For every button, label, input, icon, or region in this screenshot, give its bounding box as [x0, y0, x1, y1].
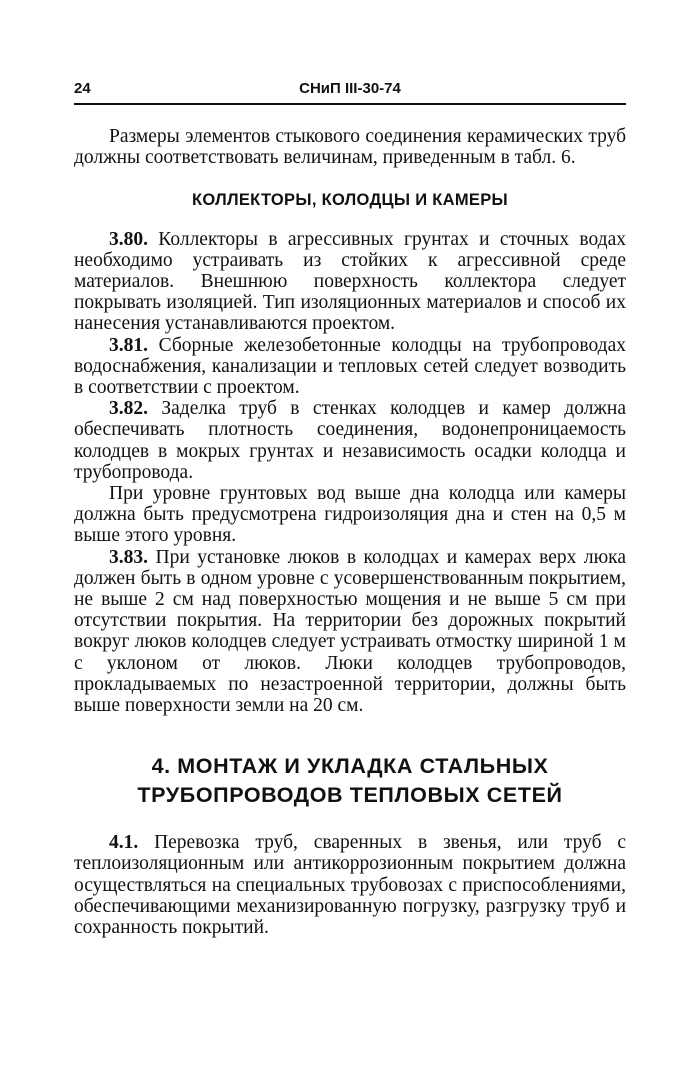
clause-text: Перевозка труб, сваренных в звенья, или труб с теплоизоляционным или антикоррозионным покрытием должна осуществляться на специальных трубовозах с приспособлениями, обеспечивающими механизированную погрузку, разгрузку труб и сохранность покрытий. — [74, 832, 626, 939]
clause-text: Сборные железобетонные колодцы на трубопроводах водоснабжения, канализации и тепловых сетей следует возводить в соответствии с проектом. — [74, 334, 626, 399]
chapter-heading-line-1: 4. МОНТАЖ И УКЛАДКА СТАЛЬНЫХ — [151, 754, 549, 779]
chapter-heading — [74, 752, 626, 810]
clause-number: 3.82. — [109, 398, 148, 420]
clause-number: 3.81. — [109, 334, 148, 356]
clause-number: 4.1. — [109, 832, 139, 854]
running-title: СНиП III-30-74 — [299, 80, 401, 97]
header-rule — [74, 103, 626, 105]
clause-text: Заделка труб в стенках колодцев и камер должна обеспечивать плотность соединения, водонепроницаемость колодцев в мокрых грунтах и независимость осадки колодца и трубопровода. — [74, 398, 626, 483]
chapter-heading-line-2: ТРУБОПРОВОДОВ ТЕПЛОВЫХ СЕТЕЙ — [137, 783, 563, 808]
clause-3-82 — [74, 398, 626, 483]
intro-paragraph: Размеры элементов стыкового соединения керамических труб должны соответствовать величинам, приведенным в табл. 6. — [74, 126, 626, 169]
clause-3-80 — [74, 229, 626, 335]
clause-number: 3.80. — [109, 228, 148, 250]
page-header — [74, 76, 626, 102]
groundwater-paragraph: При уровне грунтовых вод выше дна колодца или камеры должна быть предусмотрена гидроизоляция дна и стен на 0,5 м выше этого уровня. — [74, 483, 626, 547]
clause-3-83 — [74, 547, 626, 717]
clause-number: 3.83. — [109, 546, 148, 568]
page-number: 24 — [74, 80, 91, 97]
clause-text: При установке люков в колодцах и камерах верх люка должен быть в одном уровне с усовершенствованным покрытием, не выше 2 см над поверхностью мощения и не выше 5 см при отсутствии покрытия. На территории без дорожных покрытий вокруг люков колодцев следует устраивать отмостку шириной 1 м с уклоном от люков. Люки колодцев трубопроводов, прокладываемых по незастроенной территории, должны быть выше поверхности земли на 20 см. — [74, 546, 626, 717]
clause-text: Коллекторы в агрессивных грунтах и сточных водах необходимо устраивать из стойких к агрессивной среде материалов. Внешнюю поверхность коллектора следует покрывать изоляцией. Тип изоляционных материалов и способ их нанесения устанавливаются проектом. — [74, 228, 626, 335]
clause-3-81 — [74, 335, 626, 399]
section-heading: КОЛЛЕКТОРЫ, КОЛОДЦЫ И КАМЕРЫ — [192, 191, 508, 210]
clause-4-1 — [74, 832, 626, 938]
page-body — [74, 126, 626, 938]
